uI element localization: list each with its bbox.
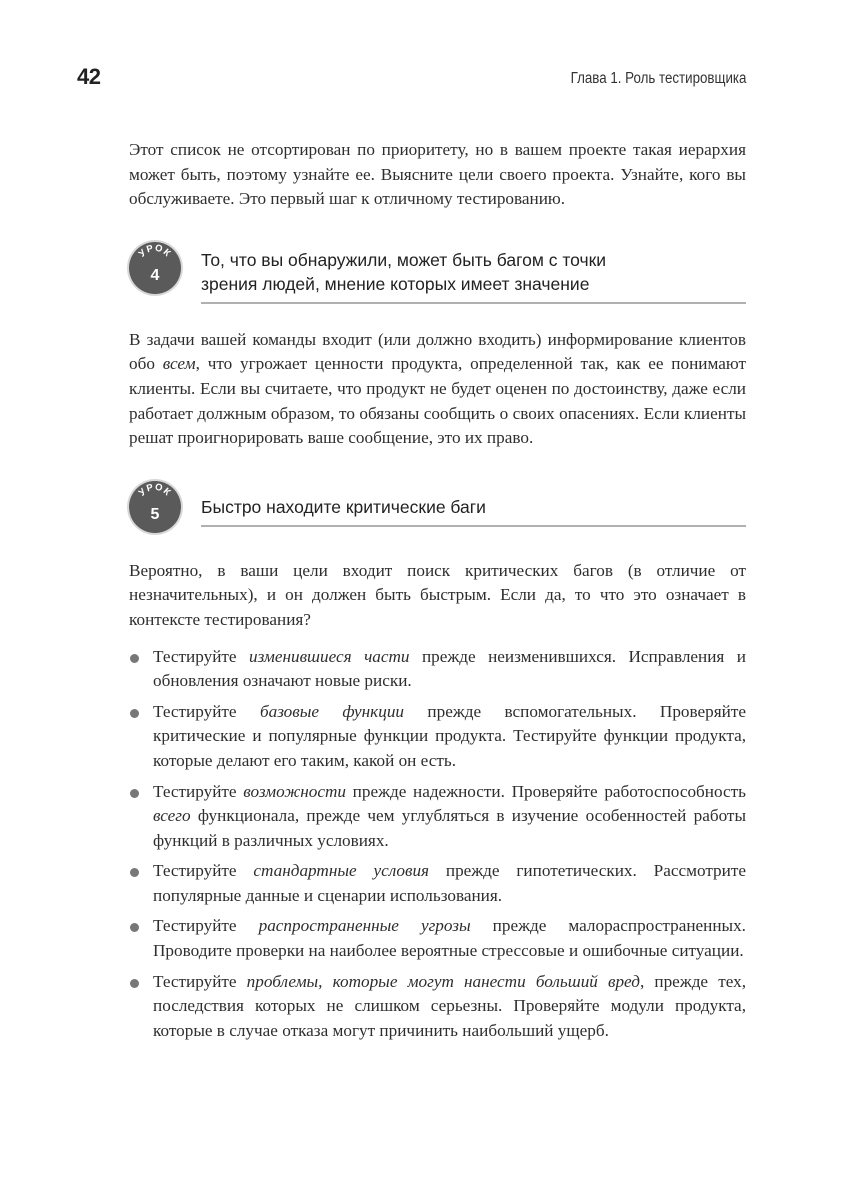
lesson-title: То, что вы обнаружили, может быть багом с точки зрения людей, мнение которых имеет значение <box>201 248 746 304</box>
lesson-title: Быстро находите критические баги <box>201 495 746 527</box>
list-item <box>129 914 746 963</box>
badge-label: УРОК <box>136 242 174 260</box>
text-run: , прежде тех, последствия которых не слишком серьезны. Проверяйте модули продукта, которые в случае отказа могут причинить наибольший ущерб. <box>153 971 746 1040</box>
emphasis-text: проблемы, которые могут нанести больший вред <box>246 971 640 991</box>
text-run: прежде вспомогательных. Проверяйте критические и популярные функции продукта. Тестируйте функции продукта, которые делают его таким, какой он есть. <box>153 701 746 770</box>
text-run: Тестируйте <box>153 646 249 666</box>
text-run: прежде гипотетических. Рассмотрите популярные данные и сценарии использования. <box>153 861 746 905</box>
running-head: Глава 1. Роль тестировщика <box>570 70 746 87</box>
bullet-icon <box>130 923 139 932</box>
lesson-badge-icon <box>129 481 181 533</box>
lesson-5-paragraph: Вероятно, в ваши цели входит поиск критических багов (в отличие от незначительных), и он должен быть быстрым. Если да, то что это означает в контексте тестирования? <box>129 560 746 629</box>
emphasis-text: распространенные угрозы <box>258 916 471 936</box>
bullet-icon <box>130 789 139 798</box>
lesson-5-heading <box>129 481 746 537</box>
bullet-icon <box>130 654 139 663</box>
text-run: прежде малораспространенных. Проводите проверки на наиболее вероятные стрессовые и ошибочные ситуации. <box>153 916 746 961</box>
lesson-number: 4 <box>150 266 160 284</box>
lesson-4-heading <box>129 242 746 306</box>
emphasis-text: всем <box>162 354 196 374</box>
list-item <box>129 970 746 1044</box>
lesson-4-paragraph <box>129 328 746 451</box>
emphasis-text: всего <box>153 806 191 826</box>
page-number: 42 <box>77 64 101 89</box>
bullet-icon <box>130 979 139 988</box>
badge-label: УРОК <box>136 481 174 499</box>
page-content <box>129 138 746 1049</box>
text-run: функционала, прежде чем углубляться в изучение особенностей работы функций в различных условиях. <box>153 806 746 850</box>
emphasis-text: стандартные условия <box>253 861 430 881</box>
lesson-number: 5 <box>150 505 160 523</box>
list-item <box>129 780 746 854</box>
text-run: прежде надежности. Проверяйте работоспособность <box>345 781 746 801</box>
bullet-icon <box>130 709 139 718</box>
list-item <box>129 859 746 908</box>
emphasis-text: изменившиеся части <box>249 646 410 666</box>
intro-paragraph: Этот список не отсортирован по приоритету, но в вашем проекте такая иерархия может быть, поэтому узнайте ее. Выясните цели своего проекта. Узнайте, кого вы обслуживаете. Это первый шаг к отличному тестированию. <box>129 140 746 209</box>
text-run: прежде неизменившихся. Исправления и обновления означают новые риски. <box>153 646 746 691</box>
text-run: В задачи вашей команды входит (или должно входить) информирование клиентов обо <box>129 329 746 374</box>
bullet-list <box>129 645 746 1044</box>
text-run: , что угрожает ценности продукта, определенной так, как ее понимают клиенты. Если вы считаете, что продукт не будет оценен по достоинству, даже если работает должным образом, то обязаны сообщить о своих опасениях. Если клиенты решат проигнорировать ваше сообщение, это их право. <box>129 354 746 448</box>
text-run: Тестируйте <box>153 916 259 936</box>
emphasis-text: базовые функции <box>259 701 405 721</box>
svg-text:УРОК <box>137 481 173 498</box>
text-run: Тестируйте <box>153 861 254 881</box>
text-run: Тестируйте <box>153 701 260 721</box>
lesson-badge-icon <box>129 242 181 294</box>
svg-text:УРОК <box>137 242 173 259</box>
text-run: Тестируйте <box>153 781 244 801</box>
emphasis-text: возможности <box>243 781 346 801</box>
bullet-icon <box>130 868 139 877</box>
list-item <box>129 700 746 774</box>
text-run: Тестируйте <box>153 971 247 991</box>
list-item <box>129 645 746 694</box>
